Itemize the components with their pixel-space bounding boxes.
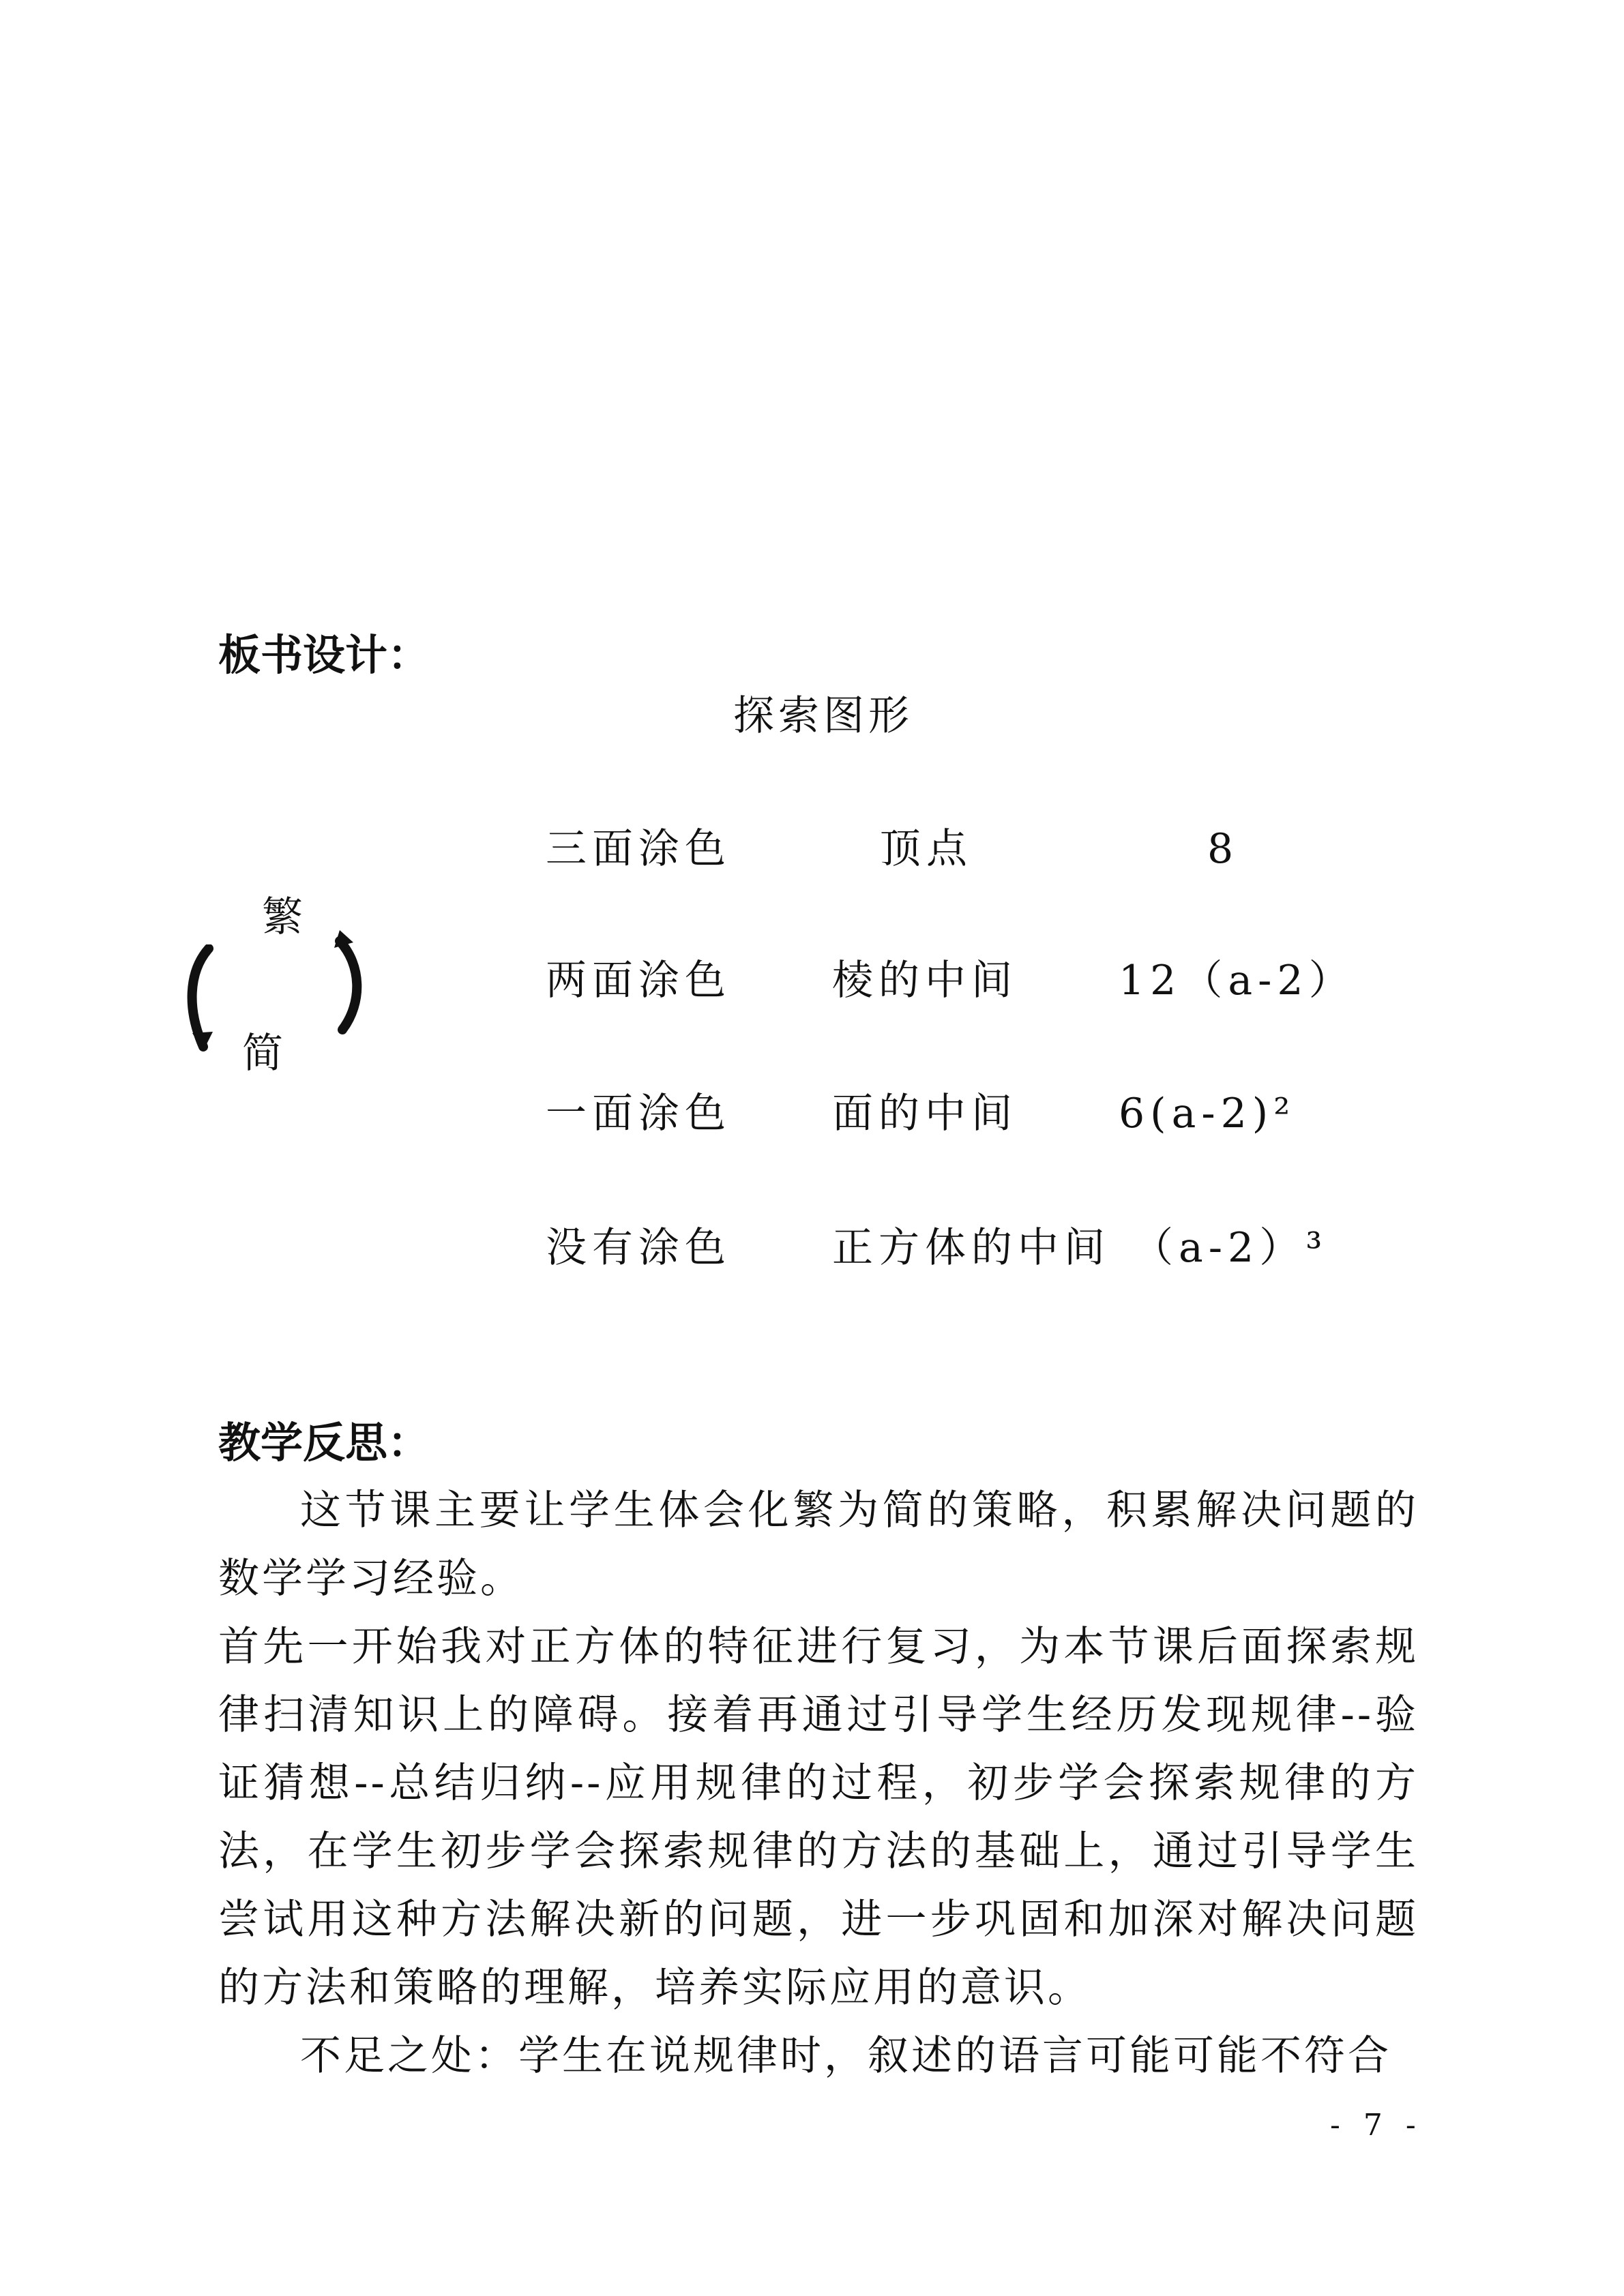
- board-row: [0, 1090, 1624, 1148]
- simple-label: 简: [242, 1030, 283, 1077]
- cube-count: 6(a-2)²: [1119, 1090, 1296, 1137]
- cube-count: 8: [1207, 825, 1239, 873]
- cube-position: 正方体的中间: [832, 1224, 1110, 1272]
- page-number: - 7 -: [1330, 2108, 1423, 2143]
- cube-position: 面的中间: [832, 1090, 1018, 1137]
- board-title: 探索图形: [733, 692, 913, 740]
- board-row: [0, 957, 1624, 1015]
- cube-position: 顶点: [880, 825, 973, 873]
- complex-label: 繁: [262, 893, 303, 941]
- coloring-label: 一面涂色: [546, 1090, 731, 1137]
- coloring-label: 两面涂色: [546, 957, 731, 1004]
- cube-count: 12（a-2）: [1119, 957, 1355, 1004]
- board-design-heading: 板书设计：: [218, 630, 430, 680]
- cube-count: （a-2）³: [1132, 1224, 1328, 1272]
- reflection-paragraph: 不足之处：学生在说规律时，叙述的语言可能可能不符合: [300, 2032, 1391, 2080]
- coloring-label: 没有涂色: [546, 1224, 731, 1272]
- reflection-heading: 教学反思：: [218, 1418, 430, 1467]
- board-row: [0, 825, 1624, 883]
- coloring-label: 三面涂色: [546, 825, 731, 873]
- cube-position: 棱的中间: [832, 957, 1018, 1004]
- reflection-paragraph: 首先一开始我对正方体的特征进行复习，为本节课后面探索规律扫清知识上的障碍。接着再通过引导学生经历发现规律--验证猜想--总结归纳--应用规律的过程，初步学会探索规律的方法，在学生初步学会探索规律的方法的基础上，通过引导学生尝试用这种方法解决新的问题，进一步巩固和加深对解决问题的方法和策略的理解，培养实际应用的意识。: [218, 1623, 1419, 2012]
- board-row: [0, 1224, 1624, 1282]
- reflection-paragraph: 这节课主要让学生体会化繁为简的策略，积累解决问题的数学学习经验。: [218, 1487, 1419, 1602]
